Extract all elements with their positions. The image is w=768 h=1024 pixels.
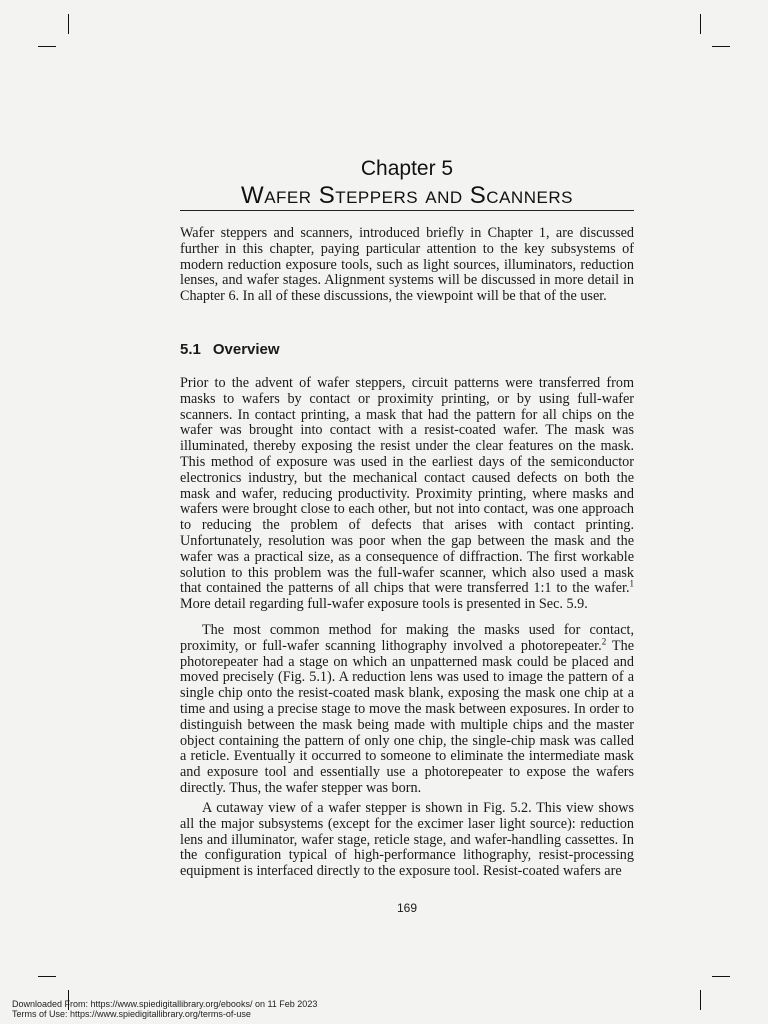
footnote-ref-2[interactable]: 2 [601, 636, 607, 647]
paragraph-1-text-b: More detail regarding full-wafer exposure tools is presented in Sec. 5.9. [180, 596, 588, 613]
intro-paragraph: Wafer steppers and scanners, introduced briefly in Chapter 1, are discussed further in this chapter, paying particular attention to the key subsystems of modern reduction exposure tools, such as light sources, illuminators, reduction lenses, and wafer stages. Alignment systems will be discussed in more detail in Chapter 6. In all of these discussions, the viewpoint will be that of the user. [180, 225, 634, 305]
paragraph-1 [180, 376, 634, 613]
crop-mark-bottom-right-vertical [700, 990, 701, 1010]
footnote-ref-1[interactable]: 1 [629, 578, 634, 589]
crop-mark-top-left-vertical [68, 14, 69, 34]
paragraph-3: A cutaway view of a wafer stepper is shown in Fig. 5.2. This view shows all the major subsystems (except for the excimer laser light source): reduction lens and illuminator, wafer stage, reticle stage, and wafer-handling cassettes. In the configuration typical of high-performance lithography, resist-processing equipment is interfaced directly to the exposure tool. Resist-coated wafers are [180, 800, 634, 880]
footer-terms-line: Terms of Use: https://www.spiedigitallibrary.org/terms-of-use [12, 1009, 251, 1019]
paragraph-2-text-a: The most common method for making the masks used for contact, proximity, or full-wafer scanning lithography involved a photorepeater. [180, 622, 634, 654]
crop-mark-top-left-horizontal [38, 46, 56, 47]
chapter-title: Wafer Steppers and Scanners [241, 182, 573, 209]
paragraph-2-text-b: The photorepeater had a stage on which an unpatterned mask could be placed and moved precisely (Fig. 5.1). A reduction lens was used to image the pattern of a single chip onto the resist-coated mask blank, exposing the mask one chip at a time and using a precise stage to move the mask between exposures. In order to distinguish between the mask being made with multiple chips and the master object containing the pattern of only one chip, the single-chip mask was called a reticle. Eventually it occurred to someone to eliminate the intermediate mask and exposure tool and essentially use a photorepeater to expose the wafers directly. Thus, the wafer stepper was born. [180, 637, 634, 796]
title-rule [180, 210, 634, 211]
footer-download-line: Downloaded From: https://www.spiedigitallibrary.org/ebooks/ on 11 Feb 2023 [12, 999, 318, 1009]
chapter-number: Chapter 5 [360, 157, 454, 180]
crop-mark-bottom-right-horizontal [712, 976, 730, 977]
crop-mark-bottom-left-horizontal [38, 976, 56, 977]
crop-mark-top-right-vertical [700, 14, 701, 34]
section-number: 5.1 [180, 341, 201, 358]
paragraph-2 [180, 623, 634, 797]
paragraph-1-text-a: Prior to the advent of wafer steppers, circuit patterns were transferred from masks to wafers by contact or proximity printing, or by using full-wafer scanners. In contact printing, a mask that had the pattern for all chips on the wafer was brought into contact with a resist-coated wafer. The mask was illuminated, thereby exposing the resist under the clear features on the mask. This method of exposure was used in the earliest days of the semiconductor electronics industry, but the mechanical contact caused defects on both the mask and wafer, reducing productivity. Proximity printing, where masks and wafers were brought close to each other, but not into contact, was one approach to reducing the problem of defects that arises with contact printing. Unfortunately, resolution was poor when the gap between the mask and the wafer was a practical size, as a consequence of diffraction. The first workable solution to this problem was the full-wafer scanner, which also used a mask that contained the patterns of all chips that were transferred 1:1 to the wafer. [180, 375, 634, 597]
crop-mark-top-right-horizontal [712, 46, 730, 47]
section-heading [180, 341, 280, 358]
page-number: 169 [396, 901, 418, 915]
section-title: Overview [212, 341, 280, 358]
